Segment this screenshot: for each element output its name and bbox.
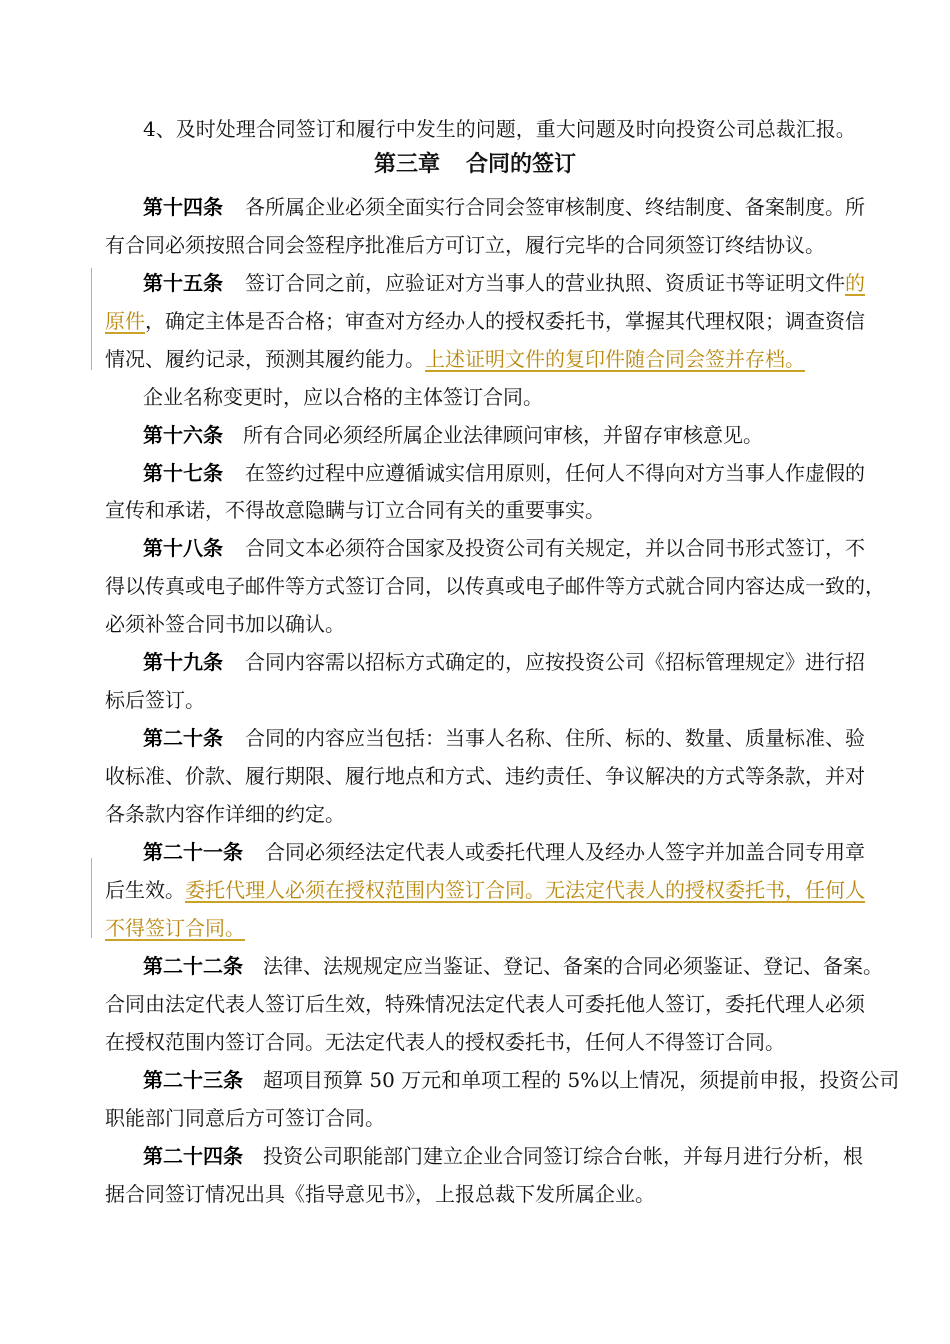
chapter-number: 第三章 [373, 152, 440, 177]
article-17-line-1: 第十七条 在签约过程中应遵循诚实信用原则，任何人不得向对方当事人作虚假的 [143, 461, 865, 485]
article-22-line-2: 合同由法定代表人签订后生效，特殊情况法定代表人可委托他人签订，委托代理人必须 [105, 992, 865, 1016]
article-16-line-1: 第十六条 所有合同必须经所属企业法律顾问审核，并留存审核意见。 [143, 423, 763, 447]
article-17-heading: 第十七条 [143, 461, 223, 485]
article-20-line-1: 第二十条 合同的内容应当包括：当事人名称、住所、标的、数量、质量标准、验 [143, 726, 865, 750]
article-19-line-2: 标后签订。 [105, 688, 205, 712]
article-15-line-2: 原件，确定主体是否合格；审查对方经办人的授权委托书，掌握其代理权限；调查资信 [105, 309, 865, 333]
tracked-insertion: 上述证明文件的复印件随合同会签并存档。 [425, 347, 805, 371]
article-18-line-1: 第十八条 合同文本必须符合国家及投资公司有关规定，并以合同书形式签订，不 [143, 536, 865, 560]
article-17-line-2: 宣传和承诺，不得故意隐瞒与订立合同有关的重要事实。 [105, 498, 605, 522]
article-21-line-2: 后生效。委托代理人必须在授权范围内签订合同。无法定代表人的授权委托书，任何人 [105, 878, 865, 902]
article-23-line-1: 第二十三条 超项目预算 50 万元和单项工程的 5%以上情况，须提前申报，投资公司 [143, 1068, 900, 1092]
article-22-line-3: 在授权范围内签订合同。无法定代表人的授权委托书，任何人不得签订合同。 [105, 1030, 785, 1054]
chapter-title [0, 150, 950, 180]
article-24-line-2: 据合同签订情况出具《指导意见书》，上报总裁下发所属企业。 [105, 1182, 655, 1206]
article-16-heading: 第十六条 [143, 423, 223, 447]
article-20-line-3: 各条款内容作详细的约定。 [105, 802, 345, 826]
article-22-line-1: 第二十二条 法律、法规规定应当鉴证、登记、备案的合同必须鉴证、登记、备案。 [143, 954, 883, 978]
article-23-heading: 第二十三条 [143, 1068, 243, 1092]
article-21-line-3 [105, 915, 245, 941]
article-22-heading: 第二十二条 [143, 954, 243, 978]
article-18-line-2: 得以传真或电子邮件等方式签订合同，以传真或电子邮件等方式就合同内容达成一致的， [105, 574, 885, 598]
article-24-heading: 第二十四条 [143, 1144, 243, 1168]
article-15-line-1: 第十五条 签订合同之前，应验证对方当事人的营业执照、资质证书等证明文件的 [143, 271, 865, 295]
article-20-line-2: 收标准、价款、履行期限、履行地点和方式、违约责任、争议解决的方式等条款，并对 [105, 764, 865, 788]
article-24-line-1: 第二十四条 投资公司职能部门建立企业合同签订综合台帐，并每月进行分析，根 [143, 1144, 863, 1168]
article-15-heading: 第十五条 [143, 271, 223, 295]
article-14-line-1: 第十四条 各所属企业必须全面实行合同会签审核制度、终结制度、备案制度。所 [143, 195, 865, 219]
article-18-heading: 第十八条 [143, 536, 223, 560]
chapter-name: 合同的签订 [466, 152, 577, 177]
tracked-insertion: 的 [845, 271, 865, 295]
tracked-insertion: 原件 [105, 309, 145, 333]
article-19-line-1: 第十九条 合同内容需以招标方式确定的，应按投资公司《招标管理规定》进行招 [143, 650, 865, 674]
article-21-heading: 第二十一条 [143, 840, 243, 864]
article-20-heading: 第二十条 [143, 726, 223, 750]
article-14-heading: 第十四条 [143, 195, 223, 219]
article-18-line-3: 必须补签合同书加以确认。 [105, 612, 345, 636]
article-14-line-2: 有合同必须按照合同会签程序批准后方可订立，履行完毕的合同须签订终结协议。 [105, 233, 825, 257]
article-15-line-3: 情况、履约记录，预测其履约能力。上述证明文件的复印件随合同会签并存档。 [105, 347, 805, 371]
article-19-heading: 第十九条 [143, 650, 223, 674]
revision-bar [91, 268, 92, 370]
tracked-insertion: 委托代理人必须在授权范围内签订合同。无法定代表人的授权委托书，任何人 [185, 878, 865, 902]
list-item-4: 4、及时处理合同签订和履行中发生的问题，重大问题及时向投资公司总裁汇报。 [143, 117, 856, 141]
article-21-line-1: 第二十一条 合同必须经法定代表人或委托代理人及经办人签字并加盖合同专用章 [143, 840, 865, 864]
article-23-line-2: 职能部门同意后方可签订合同。 [105, 1106, 385, 1130]
revision-bar [91, 858, 92, 938]
name-change-paragraph: 企业名称变更时，应以合格的主体签订合同。 [143, 385, 543, 409]
tracked-insertion: 不得签订合同。 [105, 916, 245, 940]
